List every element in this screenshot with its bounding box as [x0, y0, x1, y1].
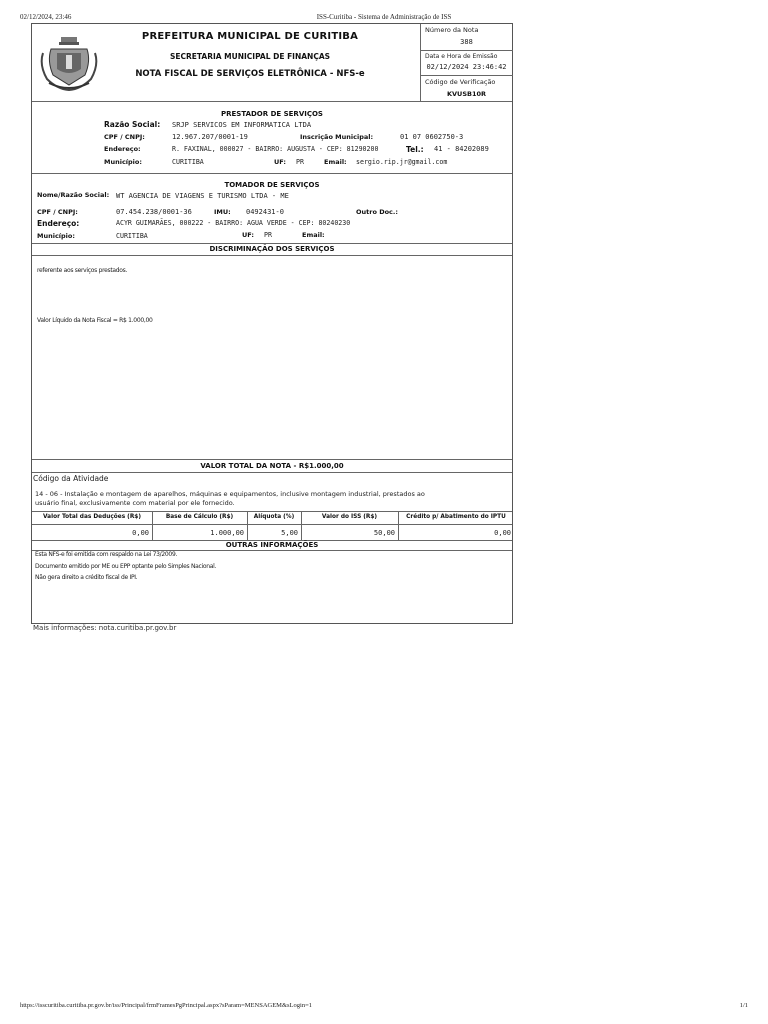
header-aliquota: Alíquota (%)	[253, 514, 295, 520]
prestador-cpf-value: 12.967.207/0001-19	[172, 133, 248, 141]
prestador-endereco-label: Endereço:	[104, 145, 141, 153]
prestador-endereco-value: R. FAXINAL, 000027 - BAIRRO: AUGUSTA - CEP: 81290200	[172, 145, 379, 153]
prestador-uf-label: UF:	[274, 158, 286, 166]
value-credito-iptu: 0,00	[494, 529, 511, 537]
prefeitura-title: PREFEITURA MUNICIPAL DE CURITIBA	[141, 31, 359, 42]
header-credito-iptu: Crédito p/ Abatimento do IPTU	[406, 514, 506, 520]
tomador-endereco-value: ACYR GUIMARÃES, 000222 - BAIRRO: AGUA VERDE - CEP: 80240230	[116, 219, 351, 227]
verificacao-label: Código de Verificação	[425, 78, 496, 86]
tomador-imu-value: 0492431-0	[246, 208, 284, 216]
print-datetime: 02/12/2024, 23:46	[20, 13, 72, 21]
prestador-tel-value: 41 - 84202089	[434, 145, 489, 153]
tomador-email-label: Email:	[302, 231, 325, 239]
value-deducoes: 0,00	[132, 529, 149, 537]
discriminacao-title: DISCRIMINAÇÃO DOS SERVIÇOS	[209, 245, 335, 253]
verificacao-value: KVUSB10R	[446, 90, 487, 98]
tomador-nome-value: WT AGENCIA DE VIAGENS E TURISMO LTDA - ME	[116, 192, 289, 200]
nfse-document	[31, 23, 513, 624]
value-valor-iss: 50,00	[373, 529, 395, 537]
outras-line3: Não gera direito a crédito fiscal de IPI.	[35, 574, 138, 581]
outras-line1: Esta NFS-e foi emitida com respaldo na Lei 73/2009.	[35, 551, 178, 558]
numero-nota-label: Número da Nota	[425, 26, 479, 34]
print-page-title: ISS-Curitiba - Sistema de Administração de ISS	[316, 13, 452, 21]
atividade-label: Código da Atividade	[33, 474, 109, 483]
prestador-email-label: Email:	[324, 158, 347, 166]
prestador-im-label: Inscrição Municipal:	[300, 133, 374, 141]
tomador-cpf-value: 07.454.238/0001-36	[116, 208, 192, 216]
prestador-razao-value: SRJP SERVICOS EM INFORMATICA LTDA	[172, 121, 312, 129]
tomador-cpf-label: CPF / CNPJ:	[37, 208, 78, 216]
mais-informacoes: Mais informações: nota.curitiba.pr.gov.br	[33, 624, 177, 632]
print-header	[20, 13, 748, 23]
value-aliquota: 5,00	[281, 529, 298, 537]
print-page-number: 1/1	[739, 1002, 748, 1009]
discriminacao-line2: Valor Líquido da Nota Fiscal = R$ 1.000,00	[37, 317, 153, 324]
outras-title: OUTRAS INFORMAÇÕES	[225, 541, 319, 549]
tomador-outro-doc-label: Outro Doc.:	[356, 208, 398, 216]
prestador-title: PRESTADOR DE SERVIÇOS	[221, 110, 323, 118]
prestador-tel-label: Tel.:	[406, 145, 424, 154]
discriminacao-line1: referente aos serviços prestados.	[37, 267, 128, 274]
prestador-municipio-value: CURITIBA	[172, 158, 204, 166]
emissao-label: Data e Hora de Emissão	[425, 53, 498, 60]
valor-total-nota: VALOR TOTAL DA NOTA - R$1.000,00	[200, 462, 344, 470]
tomador-municipio-label: Município:	[37, 232, 75, 240]
prestador-im-value: 01 07 0602750-3	[400, 133, 464, 141]
atividade-line1: 14 - 06 - Instalação e montagem de aparelhos, máquinas e equipamentos, inclusive montagem industrial, prestados ao	[35, 490, 425, 498]
atividade-line2: usuário final, exclusivamente com material por ele fornecido.	[35, 499, 235, 507]
tomador-uf-value: PR	[264, 231, 272, 239]
print-footer	[20, 1002, 748, 1012]
tomador-uf-label: UF:	[242, 231, 254, 239]
tomador-endereco-label: Endereço:	[37, 219, 80, 228]
numero-nota-value: 388	[460, 38, 473, 46]
outras-line2: Documento emitido por ME ou EPP optante pelo Simples Nacional.	[35, 563, 217, 570]
tomador-nome-label: Nome/Razão Social:	[37, 191, 110, 199]
prestador-uf-value: PR	[296, 158, 304, 166]
header-deducoes: Valor Total das Deduções (R$)	[43, 514, 141, 520]
prestador-email-value: sergio.rip.jr@gmail.com	[356, 158, 448, 166]
header-valor-iss: Valor do ISS (R$)	[321, 514, 378, 520]
tomador-municipio-value: CURITIBA	[116, 232, 148, 240]
prestador-razao-label: Razão Social:	[104, 120, 161, 129]
print-url: https://isscuritiba.curitiba.pr.gov.br/iss/Principal/frmFramesPgPrincipal.aspx?sParam=MENSAGEM&sLogin=1	[20, 1002, 312, 1009]
header-base-calculo: Base de Cálculo (R$)	[165, 514, 234, 520]
tomador-imu-label: IMU:	[214, 208, 231, 216]
emissao-value: 02/12/2024 23:46:42	[426, 63, 507, 71]
prestador-cpf-label: CPF / CNPJ:	[104, 133, 145, 141]
prestador-municipio-label: Município:	[104, 158, 142, 166]
tomador-title: TOMADOR DE SERVIÇOS	[224, 181, 320, 189]
document-title: NOTA FISCAL DE SERVIÇOS ELETRÔNICA - NFS-e	[135, 69, 365, 79]
secretaria-title: SECRETARIA MUNICIPAL DE FINANÇAS	[169, 52, 331, 61]
coat-of-arms-icon	[39, 35, 99, 93]
value-base-calculo: 1.000,00	[210, 529, 244, 537]
